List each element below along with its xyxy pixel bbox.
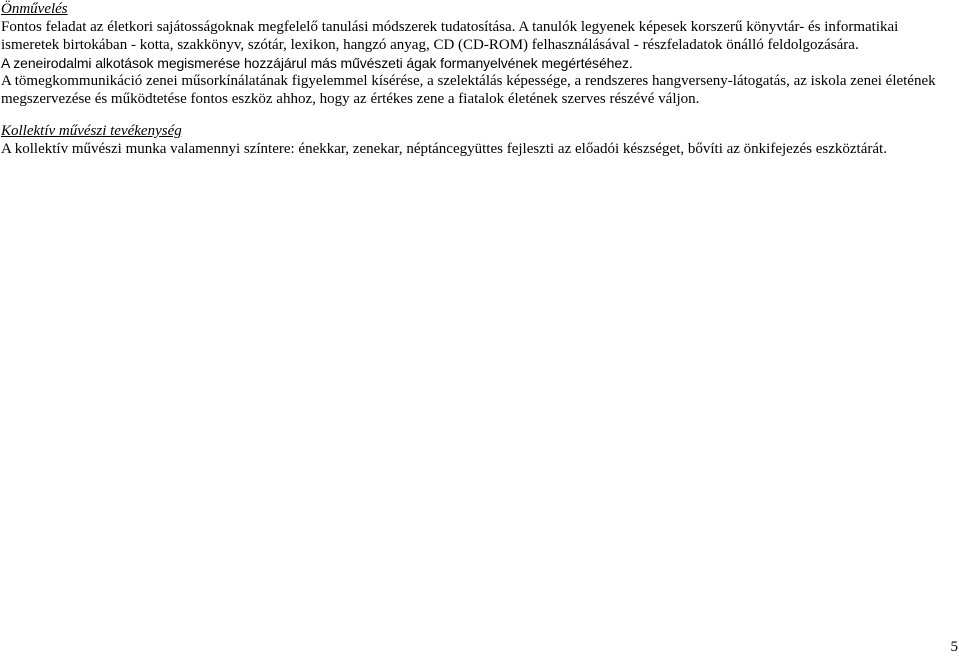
page-number: 5 [950, 639, 958, 655]
section-spacer [1, 108, 959, 122]
paragraph: A tömegkommunikáció zenei műsorkínálatának figyelemmel kísérése, a szelektálás képessége, a rendszeres hangverseny-látogatás, az iskola zenei életének megszervezése és működtetése fontos eszköz ahhoz, hogy az értékes zene a fiatalok életének szerves részévé váljon. [1, 73, 936, 107]
section-heading-kollektiv: Kollektív művészi tevékenység [1, 123, 182, 139]
document-body [1, 0, 959, 158]
section-heading-onmuveles: Önművelés [1, 1, 68, 17]
paragraph: A zeneirodalmi alkotások megismerése hozzájárul más művészeti ágak formanyelvének megértéséhez. [1, 55, 633, 71]
paragraph: A kollektív művészi munka valamennyi színtere: énekkar, zenekar, néptáncegyüttes fejleszti az előadói készséget, bővíti az önkifejezés eszköztárát. [1, 141, 887, 157]
paragraph: Fontos feladat az életkori sajátosságoknak megfelelő tanulási módszerek tudatosítása. A tanulók legyenek képesek korszerű könyvtár- és informatikai ismeretek birtokában - kotta, szakkönyv, szótár, lexikon, hangzó anyag, CD (CD-ROM) felhasználásával - részfeladatok önálló feldolgozására. [1, 19, 899, 53]
